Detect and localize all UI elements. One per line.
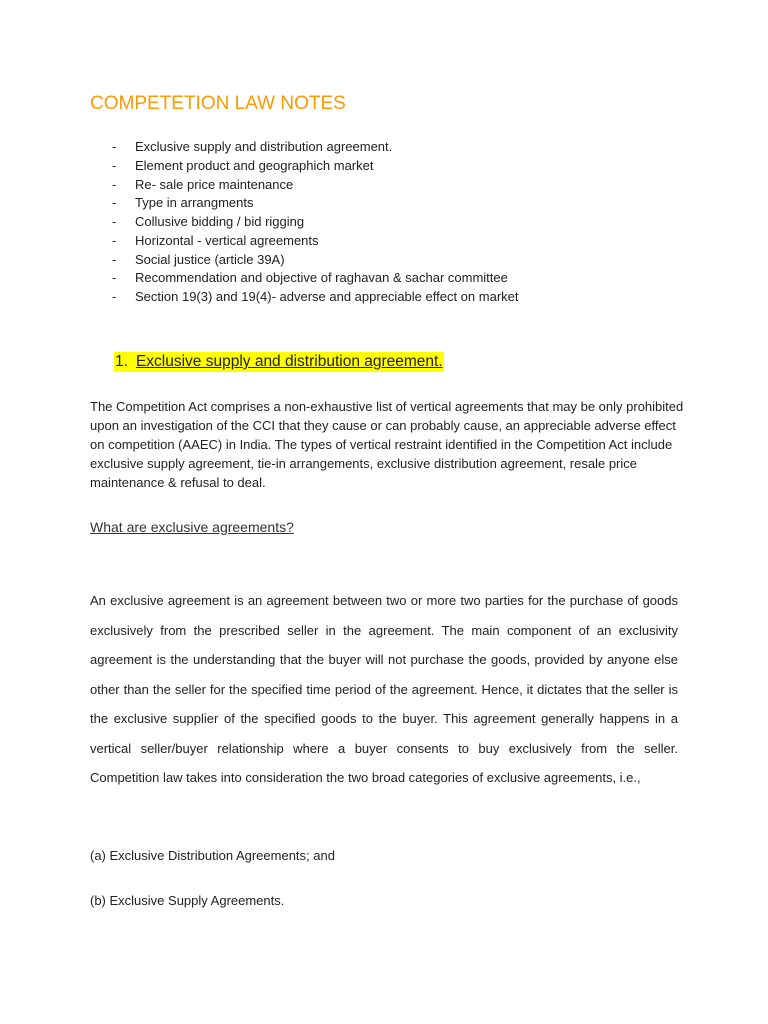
body-paragraph: An exclusive agreement is an agreement between two or more two parties for the purchase of goods exclusively from the prescribed seller in the agreement. The main component of an exclusivity agreement is the understanding that the buyer will not purchase the goods, provided by anyone else other than the seller for the specified time period of the agreement. Hence, it dictates that the seller is the exclusive supplier of the specified goods to the buyer. This agreement generally happens in a vertical seller/buyer relationship where a buyer consents to buy exclusively from the seller. Competition law takes into consideration the two broad categories of exclusive agreements, i.e., <box>90 593 678 785</box>
section-heading-text: Exclusive supply and distribution agreement. <box>135 353 443 370</box>
intro-paragraph: The Competition Act comprises a non-exhaustive list of vertical agreements that may be only prohibited upon an investigation of the CCI that they cause or can probably cause, an appreciable adverse effect on competition (AAEC) in India. The types of vertical restraint identified in the Competition Act include exclusive supply agreement, tie-in arrangements, exclusive distribution agreement, resale price maintenance & refusal to deal. <box>90 399 684 490</box>
section-heading <box>114 352 444 372</box>
section-number: 1. <box>115 353 128 370</box>
list-item-text: Element product and geographich market <box>135 157 374 173</box>
list-dash: - <box>112 139 117 154</box>
list-item-text: Exclusive supply and distribution agreement. <box>135 139 393 154</box>
list-item-text: Type in arrangments <box>135 195 254 211</box>
topics-list <box>112 138 519 307</box>
list-dash: - <box>112 176 117 192</box>
list-item <box>112 157 519 176</box>
list-dash: - <box>112 289 117 304</box>
list-item-b: (b) Exclusive Supply Agreements. <box>90 893 285 908</box>
list-item <box>112 288 519 307</box>
list-item <box>112 269 519 288</box>
list-dash: - <box>112 214 117 229</box>
list-dash: - <box>112 251 117 267</box>
list-item-text: Social justice (article 39A) <box>135 251 285 267</box>
list-item <box>112 251 519 270</box>
document-title: COMPETETION LAW NOTES <box>90 93 346 114</box>
list-dash: - <box>112 157 117 173</box>
list-dash: - <box>112 232 117 248</box>
list-dash: - <box>112 270 117 286</box>
list-dash: - <box>112 195 117 211</box>
list-item-a: (a) Exclusive Distribution Agreements; and <box>90 848 335 863</box>
list-item <box>112 138 519 157</box>
list-item-text: Collusive bidding / bid rigging <box>135 214 305 229</box>
list-item-text: Section 19(3) and 19(4)- adverse and appreciable effect on market <box>135 289 519 304</box>
list-item <box>112 213 519 232</box>
list-item <box>112 176 519 195</box>
list-item <box>112 232 519 251</box>
list-item <box>112 194 519 213</box>
list-item-text: Horizontal - vertical agreements <box>135 232 319 248</box>
list-item-text: Re- sale price maintenance <box>135 176 294 192</box>
list-item-text: Recommendation and objective of raghavan & sachar committee <box>135 270 508 286</box>
subheading: What are exclusive agreements? <box>90 519 294 535</box>
